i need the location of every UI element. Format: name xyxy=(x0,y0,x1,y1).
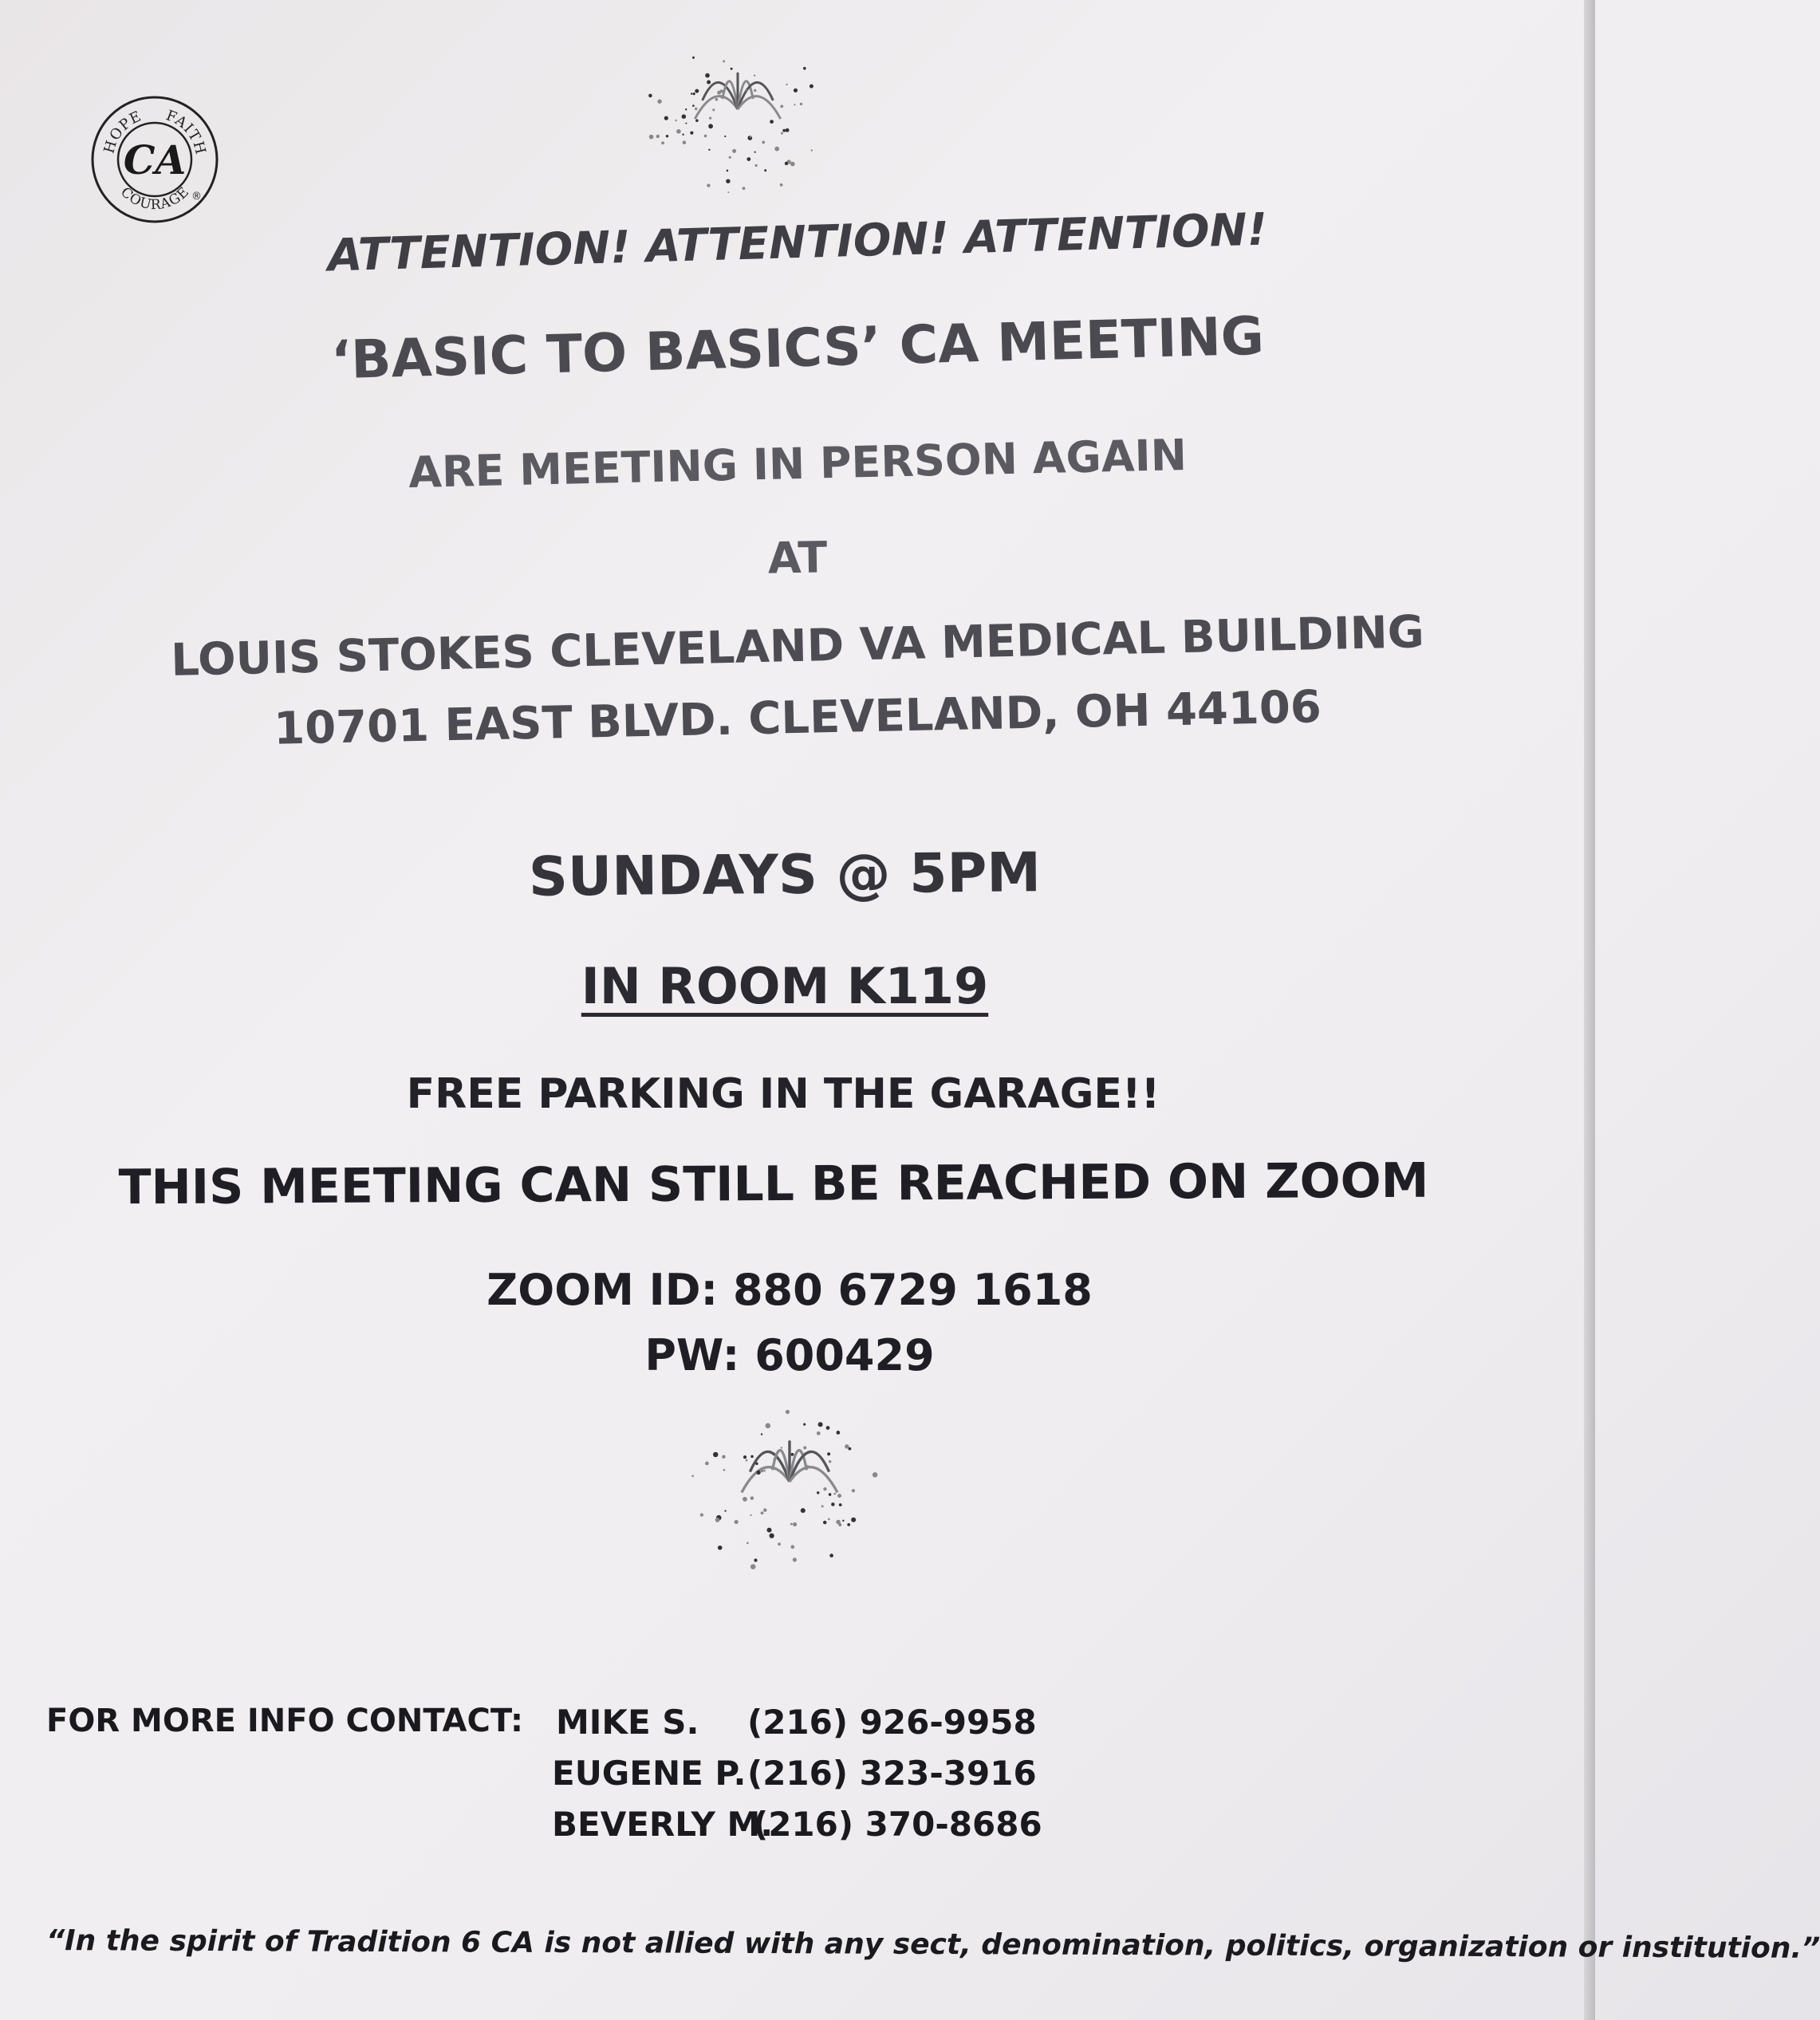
firework-icon xyxy=(646,36,829,203)
firework-spark xyxy=(774,147,779,152)
room-label: IN ROOM K119 xyxy=(581,957,989,1015)
firework-spark xyxy=(780,183,783,187)
firework-spark xyxy=(761,1511,764,1514)
firework-spark xyxy=(818,1422,823,1427)
firework-spark xyxy=(786,84,787,85)
firework-spark xyxy=(837,1494,841,1498)
firework-spark xyxy=(763,1470,766,1472)
firework-spark xyxy=(800,103,802,105)
firework-spark xyxy=(786,128,790,132)
firework-spark xyxy=(695,108,697,110)
firework-spark xyxy=(873,1472,877,1477)
firework-spark xyxy=(743,1455,747,1459)
firework-spark xyxy=(763,1508,766,1511)
firework-spark xyxy=(693,93,695,95)
firework-spark xyxy=(829,1460,831,1463)
firework-spark xyxy=(690,132,693,135)
firework-spark xyxy=(769,1534,774,1538)
firework-spark xyxy=(750,1514,751,1516)
firework-spark xyxy=(691,1475,694,1477)
firework-spark xyxy=(837,1431,841,1435)
firework-spark xyxy=(712,108,715,111)
firework-spark xyxy=(817,1491,819,1494)
firework-spark xyxy=(781,1447,782,1448)
firework-spark xyxy=(810,85,813,89)
firework-spark xyxy=(707,183,710,187)
firework-spark xyxy=(705,73,710,78)
firework-spark xyxy=(682,134,683,136)
firework-spark xyxy=(656,135,660,138)
firework-spark xyxy=(726,179,730,183)
firework-spark xyxy=(829,1553,833,1557)
firework-spark xyxy=(823,1487,826,1490)
firework-spark xyxy=(839,1503,842,1506)
contact-name: MIKE S. xyxy=(556,1703,699,1742)
firework-spark xyxy=(754,152,756,153)
firework-spark xyxy=(750,136,751,137)
firework-spark xyxy=(803,1446,806,1449)
firework-spark xyxy=(761,1433,762,1435)
firework-spark xyxy=(718,1546,723,1550)
firework-spark xyxy=(664,116,668,120)
firework-spark xyxy=(695,89,699,93)
firework-spark xyxy=(829,1493,832,1496)
firework-spark xyxy=(821,1505,824,1507)
firework-spark xyxy=(794,104,795,105)
firework-spark xyxy=(803,1423,806,1426)
firework-spark xyxy=(685,108,687,110)
firework-spark xyxy=(823,1521,826,1524)
ca-logo-icon xyxy=(89,94,220,225)
firework-spark xyxy=(735,1520,739,1524)
firework-spark xyxy=(827,1452,830,1455)
firework-spark xyxy=(754,75,755,77)
firework-spark xyxy=(707,81,711,85)
firework-spark xyxy=(724,136,726,137)
firework-spark xyxy=(715,98,719,101)
firework-streak xyxy=(738,96,781,119)
firework-spark xyxy=(766,1528,771,1533)
firework-spark xyxy=(704,135,707,138)
firework-spark xyxy=(791,1453,794,1456)
logo-ring-word-faith: FAITH xyxy=(163,107,209,157)
firework-streak xyxy=(742,1467,790,1493)
meeting-name-heading: ‘BASIC TO BASICS’ CA MEETING xyxy=(330,305,1265,392)
logo-registered-mark: ® xyxy=(191,191,202,203)
room-line xyxy=(0,957,1582,1015)
firework-spark xyxy=(786,1410,790,1414)
firework-spark xyxy=(766,1423,770,1428)
firework-spark xyxy=(828,1518,830,1521)
firework-spark xyxy=(842,1520,844,1522)
firework-spark xyxy=(713,1452,718,1457)
at-line: AT xyxy=(767,532,828,584)
firework-spark xyxy=(717,91,721,95)
firework-spark xyxy=(803,67,806,70)
firework-spark xyxy=(836,1520,841,1525)
contact-phone: (216) 370-8686 xyxy=(753,1805,1042,1844)
firework-spark xyxy=(778,1542,781,1546)
tradition-quote: “In the spirit of Tradition 6 CA is not allied with any sect, denomination, politics, organization or institution.” xyxy=(45,1924,1820,1965)
firework-spark xyxy=(750,1564,755,1569)
firework-spark xyxy=(755,164,758,167)
firework-spark xyxy=(756,1471,760,1475)
firework-spark xyxy=(750,1455,754,1459)
firework-spark xyxy=(852,1489,855,1492)
firework-spark xyxy=(705,1462,709,1466)
firework-spark xyxy=(754,89,756,92)
firework-icon xyxy=(686,1400,893,1587)
firework-spark xyxy=(700,1513,703,1516)
firework-spark xyxy=(648,94,652,98)
firework-spark xyxy=(685,123,687,124)
venue-line: LOUIS STOKES CLEVELAND VA MEDICAL BUILDING xyxy=(170,606,1425,687)
firework-spark xyxy=(793,1557,797,1561)
firework-spark xyxy=(833,1493,836,1495)
firework-spark xyxy=(743,1497,747,1502)
firework-spark xyxy=(773,1458,774,1459)
firework-streak xyxy=(790,1467,837,1493)
firework-spark xyxy=(676,129,681,134)
firework-spark xyxy=(731,68,733,70)
firework-spark xyxy=(794,89,798,93)
firework-spark xyxy=(682,114,687,119)
firework-spark xyxy=(691,93,692,94)
firework-spark xyxy=(715,1518,720,1522)
contact-label: FOR MORE INFO CONTACT: xyxy=(46,1703,523,1739)
firework-spark xyxy=(754,1558,757,1561)
svg-text:COURAGE xyxy=(117,183,192,213)
firework-spark xyxy=(723,1469,726,1471)
firework-spark xyxy=(826,1426,830,1430)
in-person-line: ARE MEETING IN PERSON AGAIN xyxy=(408,429,1188,498)
firework-spark xyxy=(811,149,813,151)
firework-spark xyxy=(847,1523,850,1526)
zoom-note-line: THIS MEETING CAN STILL BE REACHED ON ZOOM xyxy=(118,1152,1429,1216)
firework-spark xyxy=(708,124,713,128)
firework-spark xyxy=(745,89,747,92)
firework-spark xyxy=(761,1470,763,1472)
firework-spark xyxy=(764,169,766,171)
logo-ring-word-hope: HOPE xyxy=(100,108,144,156)
schedule-line: SUNDAYS @ 5PM xyxy=(528,841,1042,909)
firework-spark xyxy=(657,100,661,104)
password-line: PW: 600429 xyxy=(644,1330,935,1380)
firework-spark xyxy=(785,162,788,165)
firework-spark xyxy=(723,60,725,62)
firework-spark xyxy=(845,1444,849,1448)
firework-spark xyxy=(692,104,695,107)
firework-spark xyxy=(720,95,723,98)
address-line: 10701 EAST BLVD. CLEVELAND, OH 44106 xyxy=(273,681,1322,755)
firework-spark xyxy=(724,1510,726,1512)
firework-spark xyxy=(806,1465,809,1467)
firework-spark xyxy=(780,105,783,108)
parking-line: FREE PARKING IN THE GARAGE!! xyxy=(406,1070,1160,1118)
firework-spark xyxy=(831,1502,834,1506)
firework-spark xyxy=(747,157,750,161)
firework-spark xyxy=(661,141,664,144)
contact-phone: (216) 926-9958 xyxy=(747,1703,1037,1742)
firework-spark xyxy=(762,141,765,144)
firework-spark xyxy=(743,187,746,190)
firework-spark xyxy=(708,149,710,151)
contact-phone: (216) 323-3916 xyxy=(747,1754,1037,1793)
zoom-id-line: ZOOM ID: 880 6729 1618 xyxy=(487,1265,1093,1315)
firework-spark xyxy=(781,132,783,135)
firework-spark xyxy=(675,120,676,121)
logo-monogram: CA xyxy=(123,136,187,183)
attention-heading: ATTENTION! ATTENTION! ATTENTION! xyxy=(327,203,1268,282)
firework-spark xyxy=(790,1545,794,1549)
firework-spark xyxy=(746,1459,748,1462)
firework-spark xyxy=(770,120,774,124)
firework-spark xyxy=(851,1518,856,1522)
firework-spark xyxy=(709,117,711,120)
firework-spark xyxy=(729,156,731,159)
firework-spark xyxy=(790,162,795,167)
contact-name: EUGENE P. xyxy=(552,1754,747,1793)
firework-spark xyxy=(732,149,736,153)
firework-spark xyxy=(695,119,699,122)
firework-spark xyxy=(727,170,729,172)
firework-spark xyxy=(692,57,695,59)
firework-spark xyxy=(683,140,687,144)
firework-spark xyxy=(750,1496,754,1499)
firework-spark xyxy=(649,135,654,140)
contact-name: BEVERLY M. xyxy=(552,1805,774,1844)
firework-spark xyxy=(747,1542,749,1544)
firework-spark xyxy=(817,1431,821,1435)
firework-spark xyxy=(755,1463,758,1465)
firework-spark xyxy=(727,191,729,193)
firework-spark xyxy=(790,1523,793,1526)
logo-ring-word-courage: COURAGE xyxy=(117,183,193,214)
firework-spark xyxy=(801,1508,806,1513)
firework-spark xyxy=(722,1455,725,1458)
firework-spark xyxy=(666,135,668,137)
firework-spark xyxy=(793,1522,797,1526)
firework-spark xyxy=(782,129,786,132)
